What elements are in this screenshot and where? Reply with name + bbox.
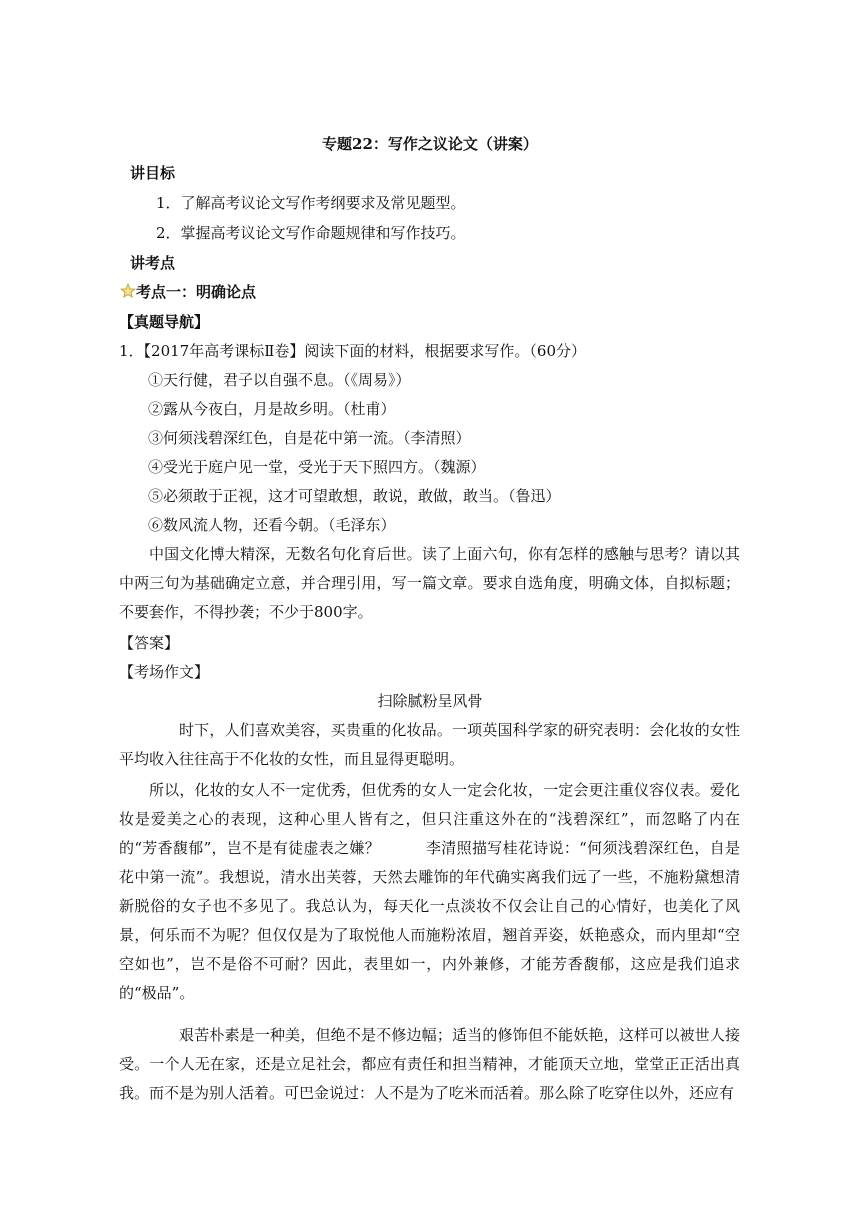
- point-heading-text: 考点一：明确论点: [136, 283, 257, 301]
- real-exam-nav-label: 【真题导航】: [119, 313, 210, 331]
- section-heading-goals: 讲目标: [130, 164, 176, 182]
- quote-4: ④受光于庭户见一堂，受光于天下照四方。（魏源）: [148, 458, 486, 476]
- essay-label: 【考场作文】: [119, 663, 210, 681]
- question-stem: 1．【2017年高考课标Ⅱ卷】阅读下面的材料，根据要求写作。（60分）: [119, 342, 587, 360]
- goal-item-2: 2．掌握高考议论文写作命题规律和写作技巧。: [156, 224, 466, 242]
- essay-title: 扫除腻粉呈风骨: [377, 692, 483, 710]
- quote-5: ⑤必须敢于正视，这才可望敢想，敢说，敢做，敢当。（鲁迅）: [148, 487, 561, 505]
- answer-label: 【答案】: [119, 634, 180, 652]
- star-icon: [120, 283, 136, 299]
- quote-6: ⑥数风流人物，还看今朝。（毛泽东）: [148, 516, 396, 534]
- section-heading-points: 讲考点: [130, 254, 176, 272]
- essay-paragraph-2: 所以，化妆的女人不一定优秀，但优秀的女人一定会化妆，一定会更注重仪容仪表。爱化妆是爱美之心的表现，这种心里人皆有之，但只注重这外在的“浅碧深红”，而忽略了内在的“芳香馥郁”，岂不是有徒虚表之嫌？ 李清照描写桂花诗说：“何须浅碧深红色，自是花中第一流”。我想说，清水出芙蓉，天然去雕饰的年代确实离我们远了一些，不施粉黛想清新脱俗的女子也不多见了。我总认为，每天化一点淡妆不仅会让自己的心情好，也美化了风景，何乐而不为呢？但仅仅是为了取悦他人而施粉浓眉，翘首弄姿，妖艳惑众，而内里却“空空如也”，岂不是俗不可耐？因此，表里如一，内外兼修，才能芳香馥郁，这应是我们追求的“极品”。: [119, 781, 740, 1002]
- point-heading: [120, 282, 256, 302]
- quote-2: ②露从今夜白，月是故乡明。（杜甫）: [148, 400, 396, 418]
- question-requirement: 中国文化博大精深，无数名句化育后世。读了上面六句，你有怎样的感触与思考？请以其中两三句为基础确定立意，并合理引用，写一篇文章。要求自选角度，明确文体，自拟标题；不要套作，不得抄袭；不少于800字。: [119, 545, 740, 621]
- essay-paragraph-1: 时下，人们喜欢美容，买贵重的化妆品。一项英国科学家的研究表明：会化妆的女性平均收入往往高于不化妆的女性，而且显得更聪明。: [119, 721, 740, 768]
- page-title: 专题22：写作之议论文（讲案）: [322, 135, 538, 153]
- essay-paragraph-3: 艰苦朴素是一种美，但绝不是不修边幅；适当的修饰但不能妖艳，这样可以被世人接受。一个人无在家，还是立足社会，都应有责任和担当精神，才能顶天立地，堂堂正正活出真我。而不是为别人活着。可巴金说过：人不是为了吃米而活着。那么除了吃穿住以外，还应有: [119, 1026, 740, 1102]
- goal-item-1: 1．了解高考议论文写作考纲要求及常见题型。: [156, 194, 466, 212]
- quote-3: ③何须浅碧深红色，自是花中第一流。（李清照）: [148, 429, 471, 447]
- quote-1: ①天行健，君子以自强不息。（《周易》）: [148, 371, 411, 389]
